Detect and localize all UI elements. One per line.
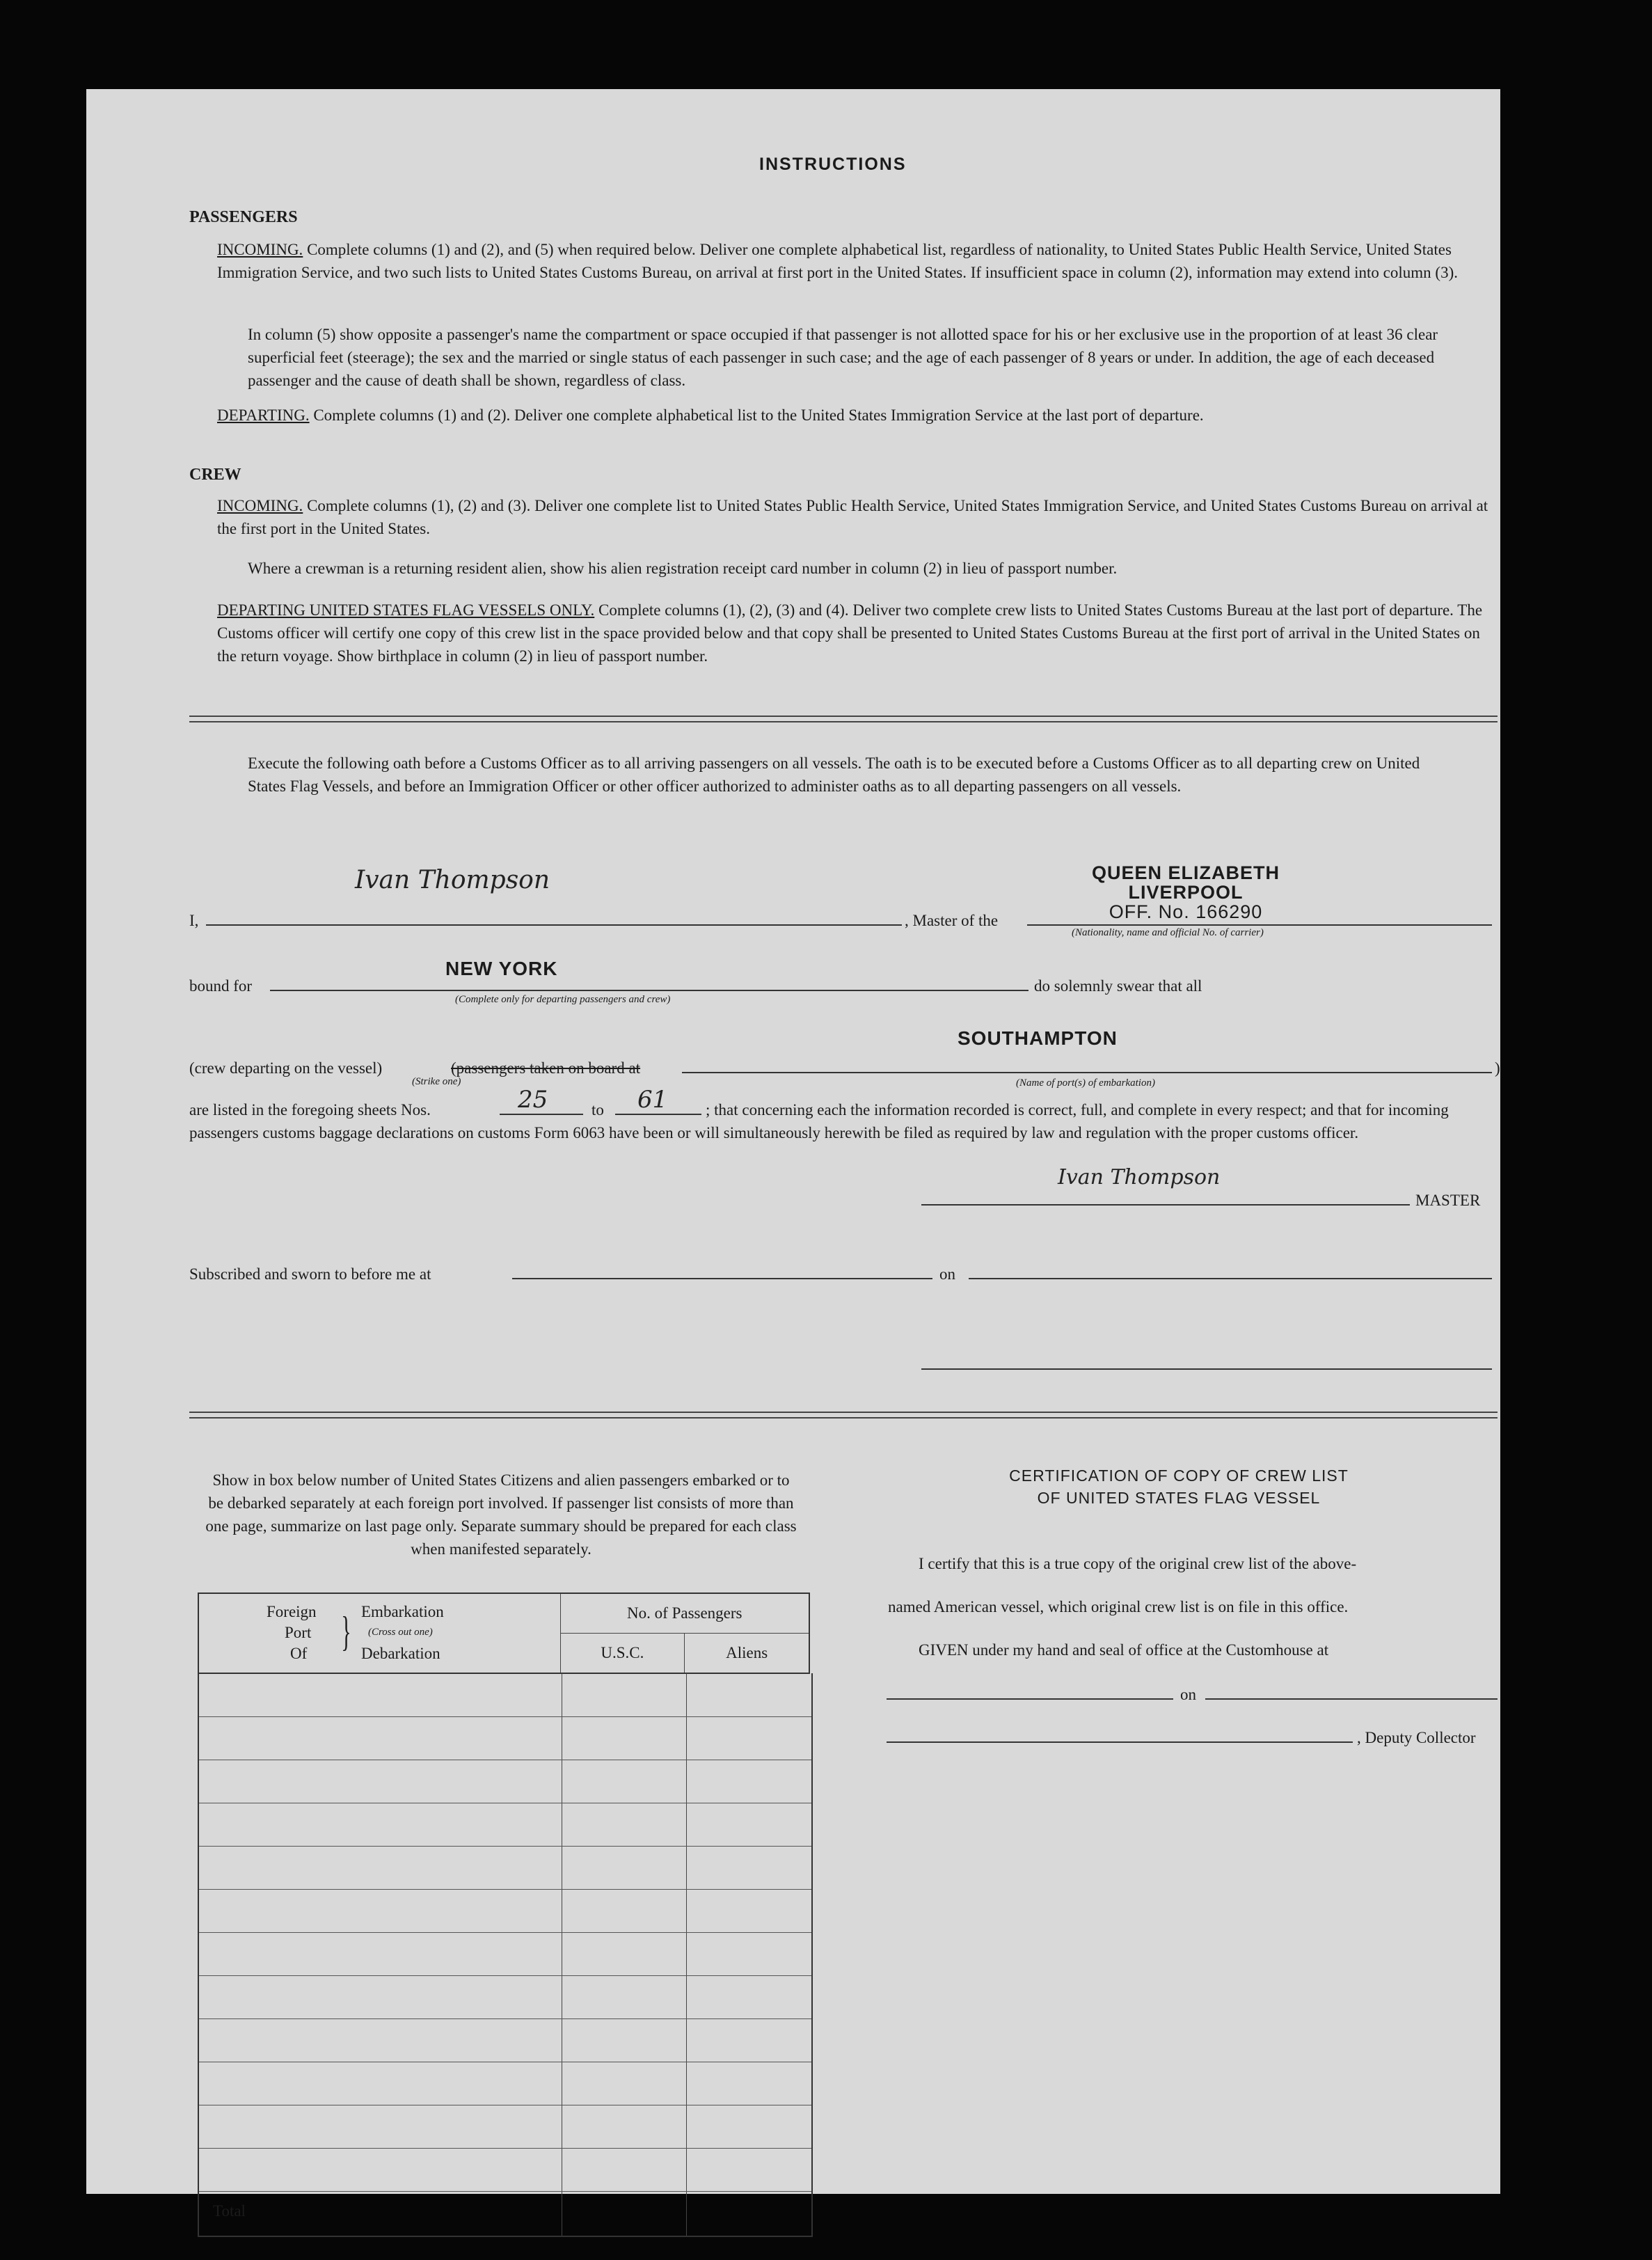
crew-resident-note: Where a crewman is a returning resident alien, show his alien registration receipt card number in column (2) in lieu of passport number. [248, 560, 1118, 577]
table-divider-2 [686, 1673, 687, 2236]
passengers-departing-text: Complete columns (1) and (2). Deliver one complete alphabetical list to the United States Immigration Service at the last port of departure. [313, 406, 1204, 424]
bound-for-label: bound for [189, 977, 253, 995]
sheet-to: 61 [637, 1086, 668, 1114]
subscribed-label: Subscribed and sworn to before me at [189, 1265, 431, 1283]
passenger-summary-table [198, 1593, 810, 1674]
header-aliens: Aliens [726, 1644, 768, 1661]
passengers-incoming [217, 238, 1496, 284]
section-divider [189, 716, 1498, 722]
header-foreign: Foreign [267, 1602, 317, 1620]
passengers-departing-label: DEPARTING. [217, 406, 310, 424]
passengers-departing [217, 404, 1496, 427]
bound-for-line [270, 990, 1028, 991]
master-name-line [206, 924, 902, 926]
vessel-name: QUEEN ELIZABETH [1091, 862, 1280, 883]
header-port-cell [198, 1593, 560, 1673]
passengers-heading: PASSENGERS [189, 208, 298, 226]
table-row [199, 1975, 811, 1976]
brace-icon: } [341, 1608, 351, 1654]
oath-i-label: I, [189, 912, 199, 929]
table-row [199, 2148, 811, 2149]
sheet-from: 25 [518, 1086, 548, 1114]
header-cross-out: (Cross out one) [368, 1626, 433, 1638]
crew-incoming-text: Complete columns (1), (2) and (3). Deliver one complete list to United States Public Health Service, United States Immigration Service, and United States Customs Bureau on arrival at the first port in the United States. [217, 497, 1488, 537]
certification-text-2: named American vessel, which original crew list is on file in this office. [888, 1598, 1349, 1615]
deputy-signature-line [887, 1741, 1353, 1743]
passenger-table-body [198, 1673, 813, 2237]
passengers-column5-note: In column (5) show opposite a passenger's name the compartment or space occupied if that passenger is not allotted space for his or her exclusive use in the proportion of at least 36 clear superficial feet (steerage); the sex and the married or single status of each passenger in such case; and the age of each passenger of 8 years or under. In addition, the age of each deceased passenger and the cause of death shall be shown, regardless of class. [248, 326, 1438, 389]
master-signature-line [921, 1204, 1410, 1206]
swear-text: do solemnly swear that all [1034, 977, 1202, 995]
vessel-port: LIVERPOOL [1128, 882, 1244, 903]
certification-text-1: I certify that this is a true copy of the original crew list of the above- [919, 1555, 1357, 1572]
crew-departing-option: (crew departing on the vessel) [189, 1059, 383, 1077]
master-label: MASTER [1415, 1192, 1481, 1209]
master-signature-2: Ivan Thompson [1058, 1165, 1221, 1190]
close-paren: ) [1495, 1059, 1500, 1077]
passengers-option-struck: (passengers taken on board at [451, 1059, 641, 1077]
document-page [86, 89, 1500, 2220]
subscribed-place-line [512, 1278, 932, 1279]
passengers-incoming-text: Complete columns (1) and (2), and (5) when required below. Deliver one complete alphabetical list, regardless of nationality, to United States Public Health Service, United States Immigration Service, and two such lists to United States Customs Bureau, on arrival at first port in the United States. If insufficient space in column (2), information may extend into column (3). [217, 241, 1458, 281]
crew-incoming [217, 494, 1496, 540]
strike-caption: (Strike one) [412, 1076, 461, 1087]
listed-suffix: ; that concerning each the information recorded is correct, full, and complete in every respect; and that for incoming passengers customs baggage declarations on customs Form 6063 have been or will simultaneously herewith be filed as required by law and regulation with the proper customs officer. [189, 1101, 1449, 1141]
torn-corner [1534, 200, 1617, 340]
header-passengers-cell [560, 1593, 809, 1673]
port-caption: (Name of port(s) of embarkation) [1016, 1077, 1155, 1089]
crew-departing [217, 599, 1496, 667]
listed-prefix: are listed in the foregoing sheets Nos. [189, 1101, 431, 1119]
port-line [682, 1072, 1492, 1073]
crew-departing-text: Complete columns (1), (2), (3) and (4). Deliver two complete crew lists to United States Customs Bureau at the last port of departure. The Customs officer will certify one copy of this crew list in the space provided below and that copy shall be presented to United States Customs Bureau at the first port of arrival in the United States on the return voyage. Show birthplace in column (2) in lieu of passport number. [217, 601, 1483, 665]
oath-intro: Execute the following oath before a Customs Officer as to all arriving passengers on all vessels. The oath is to be executed before a Customs Officer as to all departing crew on United States Flag Vessels, and before an Immigration Officer or other officer authorized to administer oaths as to all departing passengers on all vessels. [248, 754, 1420, 795]
officer-signature-line [921, 1368, 1492, 1370]
table-total-label: Total [213, 2202, 246, 2220]
master-of-the-label: , Master of the [905, 912, 999, 929]
header-no-passengers: No. of Passengers [561, 1594, 809, 1634]
table-row [199, 2018, 811, 2019]
table-rows [198, 1673, 813, 2237]
crew-heading: CREW [189, 466, 241, 484]
summary-note: Show in box below number of United States Citizens and alien passengers embarked or to be debarked separately at each foreign port involved. If passenger list consists of more than one page, summarize on last page only. Separate summary should be prepared for each class when manifested separately. [205, 1471, 797, 1558]
crew-departing-label: DEPARTING UNITED STATES FLAG VESSELS ONLY. [217, 601, 595, 619]
vessel-line [1027, 924, 1492, 926]
bound-for-value: NEW YORK [445, 958, 558, 979]
vessel-official-number: OFF. No. 166290 [1109, 901, 1263, 922]
subscribed-on-label: on [939, 1265, 955, 1283]
bound-for-caption: (Complete only for departing passengers and crew) [455, 994, 671, 1005]
deputy-collector-label: , Deputy Collector [1357, 1729, 1476, 1746]
header-embarkation: Embarkation [361, 1602, 444, 1620]
header-usc: U.S.C. [561, 1634, 685, 1673]
crew-incoming-label: INCOMING. [217, 497, 303, 514]
header-of: Of [290, 1644, 308, 1662]
vessel-caption: (Nationality, name and official No. of carrier) [1072, 927, 1264, 938]
certification-date-line [1205, 1698, 1498, 1700]
page-title: INSTRUCTIONS [759, 155, 907, 174]
table-row [199, 2191, 811, 2192]
port-value: SOUTHAMPTON [958, 1027, 1118, 1049]
section-divider-2 [189, 1412, 1498, 1419]
header-port: Port [285, 1623, 312, 1641]
certification-on-label: on [1180, 1686, 1196, 1703]
sheet-to-label: to [591, 1101, 604, 1119]
passengers-incoming-label: INCOMING. [217, 241, 303, 258]
table-row [199, 1932, 811, 1933]
certification-title-1: CERTIFICATION OF COPY OF CREW LIST [1009, 1467, 1349, 1485]
table-row [199, 1716, 811, 1717]
certification-title-2: OF UNITED STATES FLAG VESSEL [1037, 1489, 1321, 1507]
header-debarkation: Debarkation [361, 1644, 440, 1662]
certification-text-3: GIVEN under my hand and seal of office at the Customhouse at [919, 1641, 1329, 1659]
subscribed-date-line [969, 1278, 1492, 1279]
table-row [199, 1846, 811, 1847]
table-row [199, 1889, 811, 1890]
master-signature: Ivan Thompson [355, 866, 550, 894]
customhouse-line [887, 1698, 1173, 1700]
